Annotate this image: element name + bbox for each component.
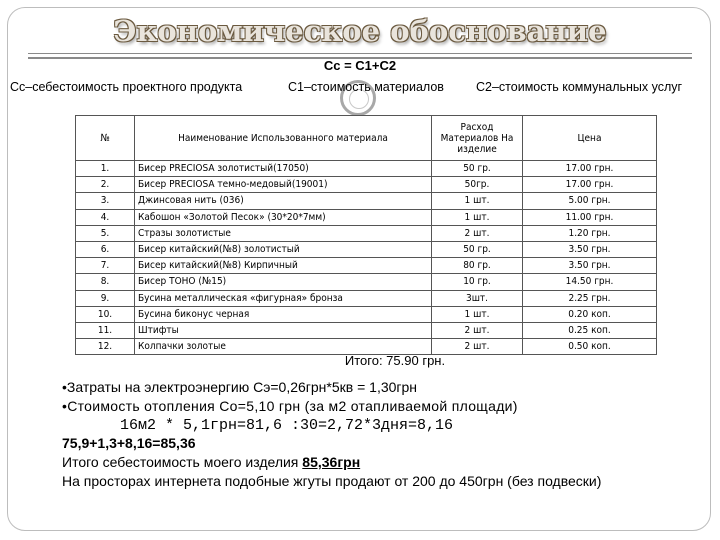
row-price: 17.00 грн. — [523, 177, 657, 193]
materials-table — [75, 115, 657, 355]
cost-prefix: Итого себестоимость моего изделия — [62, 454, 303, 470]
row-material-name: Бисер TOHO (№15) — [135, 274, 432, 290]
cost-value: 85,36грн — [302, 454, 361, 470]
row-quantity: 1 шт. — [432, 209, 523, 225]
row-quantity: 2 шт. — [432, 225, 523, 241]
table-row — [76, 161, 657, 177]
row-material-name: Штифты — [135, 322, 432, 338]
table-row — [76, 177, 657, 193]
row-price: 5.00 грн. — [523, 193, 657, 209]
table-row — [76, 241, 657, 257]
row-price: 11.00 грн. — [523, 209, 657, 225]
utility-costs — [62, 378, 518, 416]
table-row — [76, 193, 657, 209]
row-quantity: 1 шт. — [432, 193, 523, 209]
row-number: 1. — [76, 161, 135, 177]
title-divider-thin — [28, 53, 692, 54]
row-quantity: 2 шт. — [432, 322, 523, 338]
row-quantity: 50 гр. — [432, 161, 523, 177]
cost-formula: Cc = C1+C2 — [323, 58, 397, 73]
legend-c2: C2–стоимость коммунальных услуг — [476, 80, 683, 94]
materials-total: Итого: 75.90 грн. — [344, 353, 446, 368]
summary-block — [62, 434, 601, 491]
row-price: 3.50 грн. — [523, 258, 657, 274]
market-line: На просторах интернета подобные жгуты продают от 200 до 450грн (без подвески) — [62, 473, 602, 489]
row-material-name: Бусина биконус черная — [135, 306, 432, 322]
sum-line: 75,9+1,3+8,16=85,36 — [62, 435, 196, 451]
row-number: 10. — [76, 306, 135, 322]
header-material-name: Наименование Использованного материала — [135, 116, 432, 161]
row-material-name: Кабошон «Золотой Песок» (30*20*7мм) — [135, 209, 432, 225]
row-material-name: Колпачки золотые — [135, 339, 432, 355]
table-row — [76, 209, 657, 225]
row-number: 3. — [76, 193, 135, 209]
legend-cc: Cc–себестоимость проектного продукта — [10, 80, 243, 94]
heating-cost: •Стоимость отопления Co=5,10 грн (за м2 отапливаемой площади) — [62, 398, 518, 414]
row-material-name: Бисер китайский(№8) Кирпичный — [135, 258, 432, 274]
table-row — [76, 322, 657, 338]
row-material-name: Стразы золотистые — [135, 225, 432, 241]
row-price: 0.20 коп. — [523, 306, 657, 322]
row-number: 5. — [76, 225, 135, 241]
row-material-name: Бисер китайский(№8) золотистый — [135, 241, 432, 257]
row-quantity: 10 гр. — [432, 274, 523, 290]
page-title: Экономическое обоснование — [113, 14, 607, 48]
row-number: 2. — [76, 177, 135, 193]
row-quantity: 1 шт. — [432, 306, 523, 322]
row-material-name: Бисер PRECIOSA золотистый(17050) — [135, 161, 432, 177]
row-material-name: Бисер PRECIOSA темно-медовый(19001) — [135, 177, 432, 193]
row-quantity: 2 шт. — [432, 339, 523, 355]
row-quantity: 80 гр. — [432, 258, 523, 274]
row-quantity: 50 гр. — [432, 241, 523, 257]
row-material-name: Джинсовая нить (036) — [135, 193, 432, 209]
row-price: 14.50 грн. — [523, 274, 657, 290]
row-number: 8. — [76, 274, 135, 290]
row-price: 3.50 грн. — [523, 241, 657, 257]
row-quantity: 3шт. — [432, 290, 523, 306]
table-row — [76, 274, 657, 290]
header-price: Цена — [523, 116, 657, 161]
table-row — [76, 258, 657, 274]
row-price: 2.25 грн. — [523, 290, 657, 306]
row-number: 12. — [76, 339, 135, 355]
heating-calculation: 16м2 * 5,1грн=81,6 :30=2,72*3дня=8,16 — [120, 417, 454, 434]
row-number: 11. — [76, 322, 135, 338]
row-price: 0.25 коп. — [523, 322, 657, 338]
row-number: 4. — [76, 209, 135, 225]
legend-c1: C1–стоимость материалов — [288, 80, 444, 94]
row-material-name: Бусина металлическая «фигурная» бронза — [135, 290, 432, 306]
table-row — [76, 290, 657, 306]
row-number: 7. — [76, 258, 135, 274]
row-price: 1.20 грн. — [523, 225, 657, 241]
row-quantity: 50гр. — [432, 177, 523, 193]
table-body — [76, 161, 657, 355]
header-quantity: Расход Материалов На изделие — [432, 116, 523, 161]
row-price: 0.50 коп. — [523, 339, 657, 355]
header-number: № — [76, 116, 135, 161]
table-row — [76, 306, 657, 322]
row-price: 17.00 грн. — [523, 161, 657, 177]
row-number: 6. — [76, 241, 135, 257]
table-row — [76, 225, 657, 241]
row-number: 9. — [76, 290, 135, 306]
cost-line — [62, 453, 601, 472]
table-header-row — [76, 116, 657, 161]
electricity-cost: •Затраты на электроэнергию Сэ=0,26грн*5кв = 1,30грн — [62, 379, 418, 395]
